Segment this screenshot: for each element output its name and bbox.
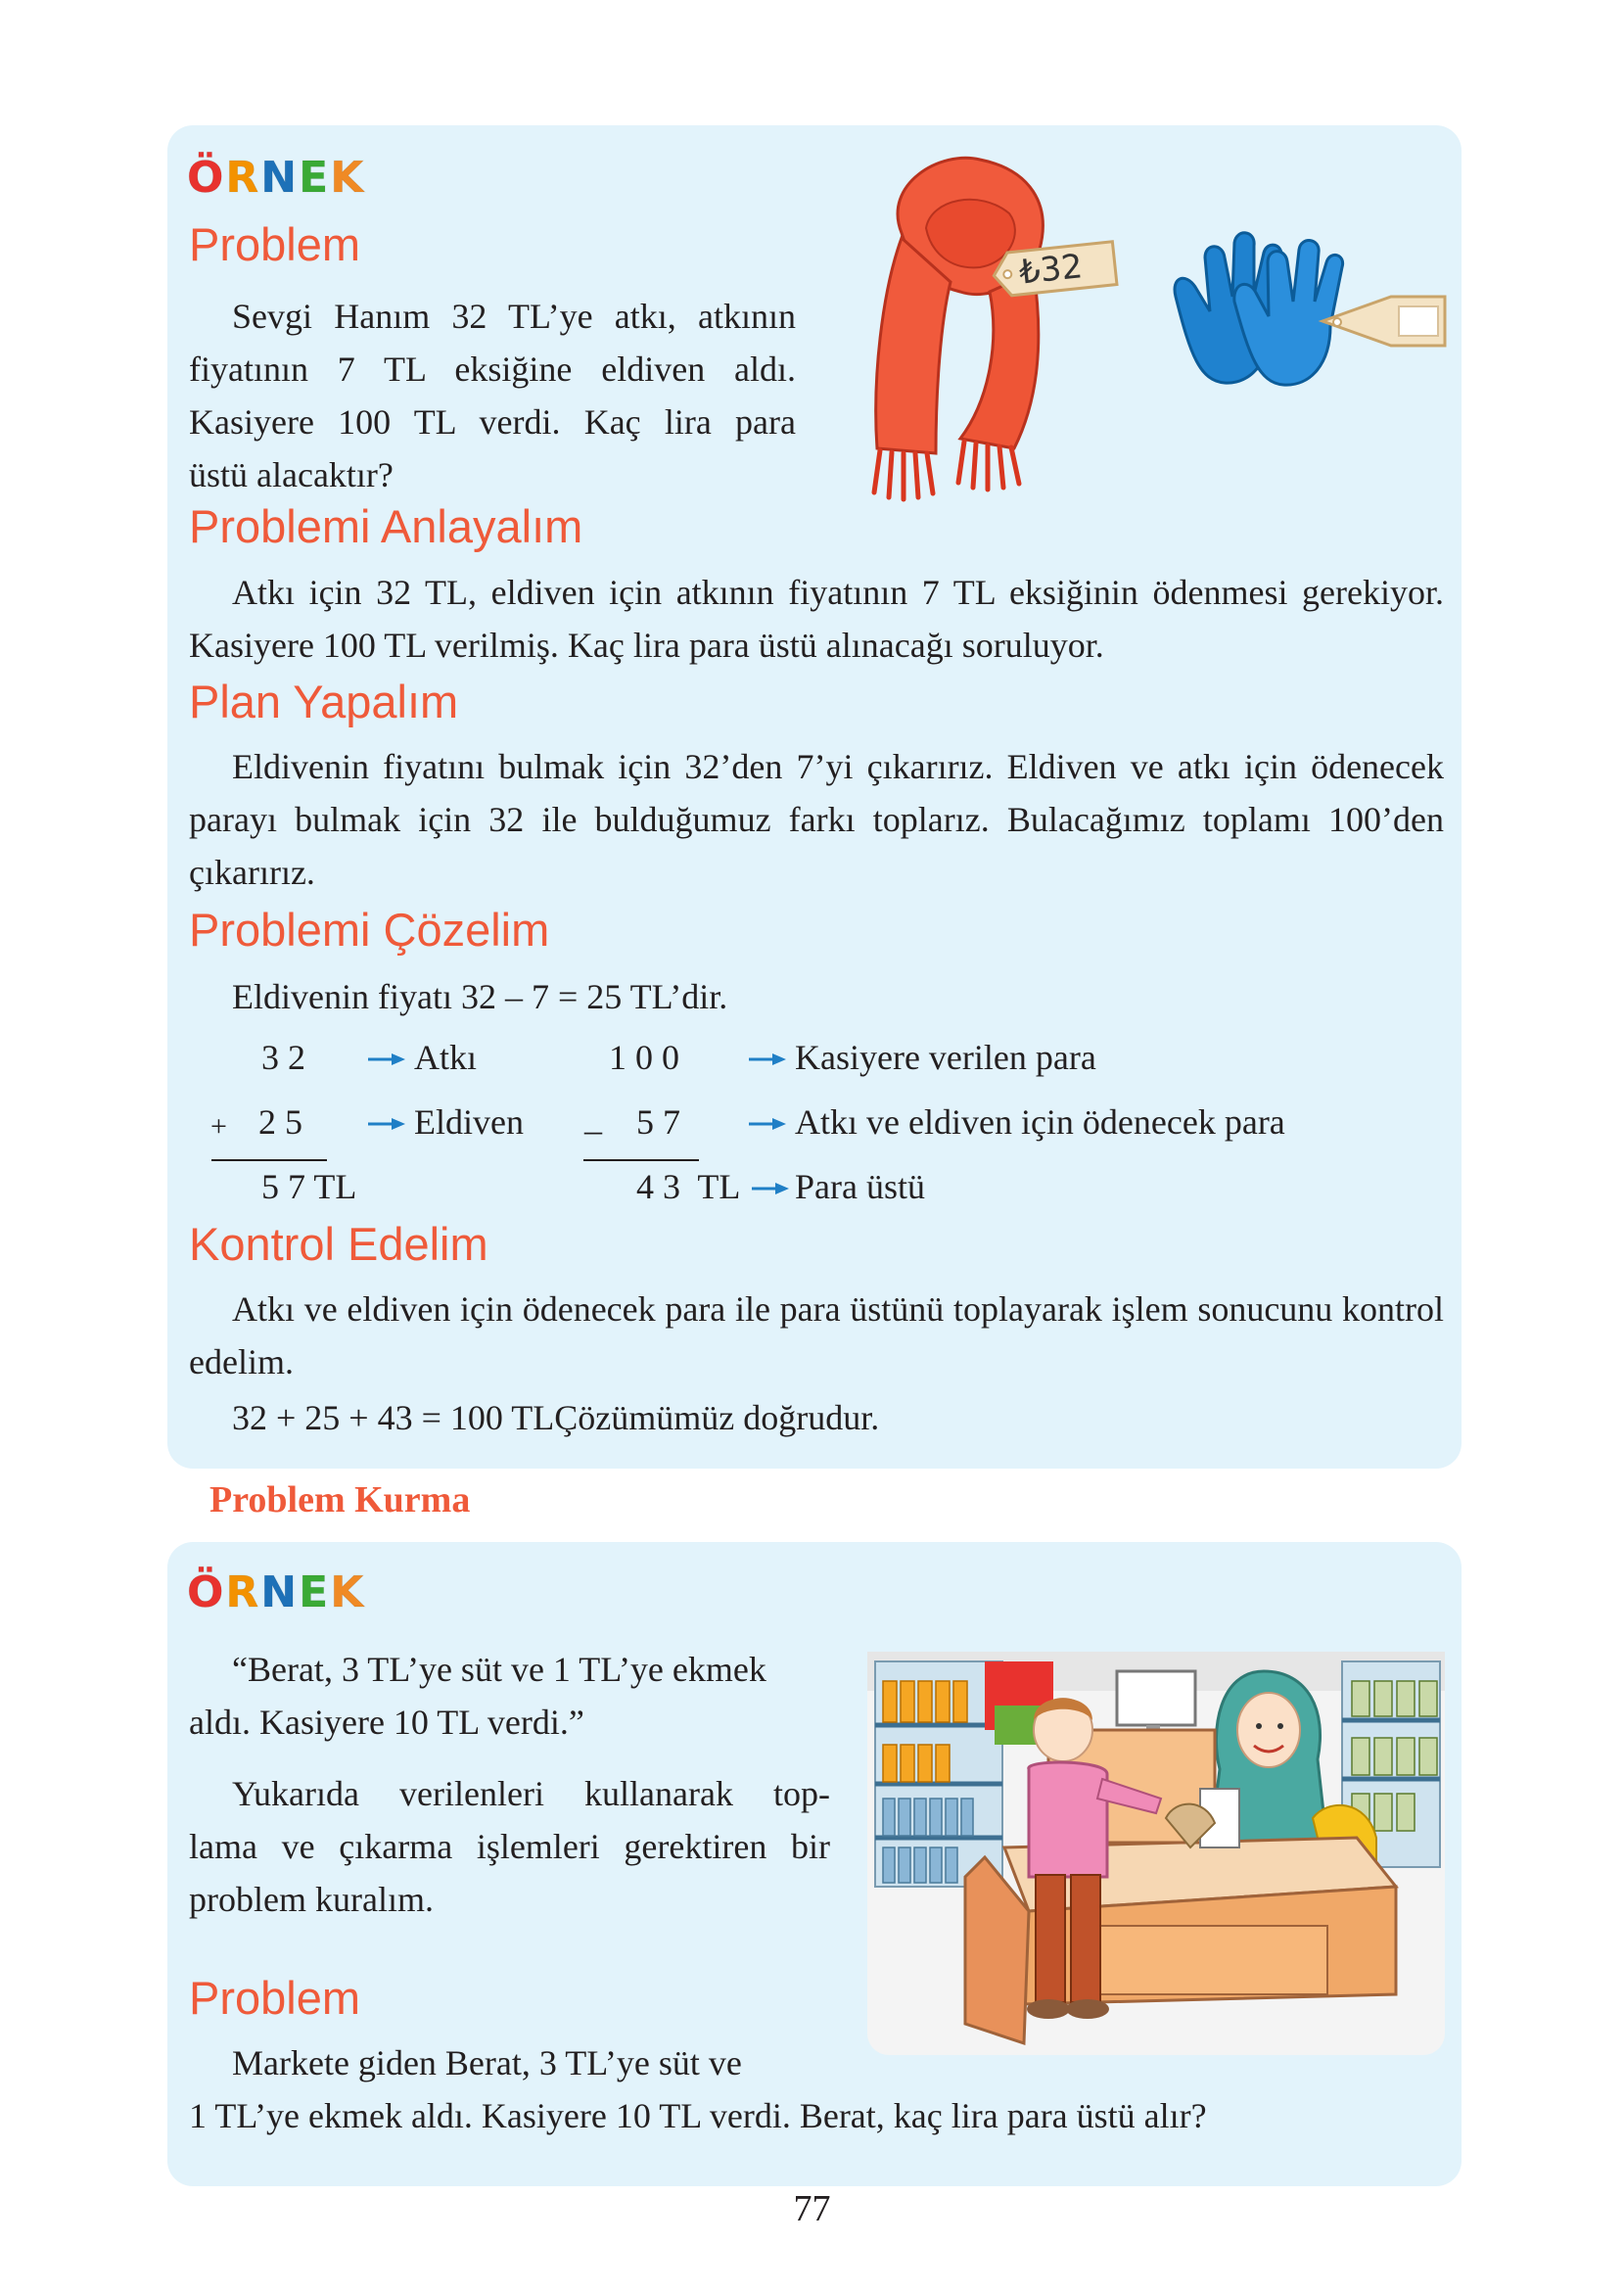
addition-result: 5 7 TL	[261, 1167, 357, 1206]
scarf-illustration	[843, 145, 1137, 517]
supermarket-illustration	[867, 1652, 1445, 2055]
arrow-icon	[749, 1117, 786, 1131]
ornek-label: ÖRNEK	[187, 153, 366, 203]
addition-row-2: 2 5	[258, 1102, 302, 1142]
ornek-label: ÖRNEK	[187, 1567, 366, 1617]
check-heading: Kontrol Edelim	[189, 1218, 488, 1270]
price-tag-text: ₺32	[1017, 247, 1085, 293]
understand-text: Atkı için 32 TL, eldiven için atkının fiyatının 7 TL eksiğinin ödenmesi gerekiyor. Kasiyere 100 TL verilmiş. Kaç lira para üstü alınacağı soruluyor.	[189, 573, 1444, 665]
arrow-icon	[368, 1052, 405, 1066]
solve-intro: Eldivenin fiyatı 32 – 7 = 25 TL’dir.	[232, 977, 728, 1016]
addition-rule	[211, 1159, 327, 1161]
arrow-icon	[752, 1182, 789, 1195]
plan-heading: Plan Yapalım	[189, 676, 459, 727]
check-equation: 32 + 25 + 43 = 100 TL	[232, 1398, 555, 1437]
instruction-text: Yukarıda verilenleri kullanarak top- lama ve çıkarma işlemleri gerektiren bir problem kuralım.	[189, 1774, 830, 1919]
problem-heading: Problem	[189, 218, 361, 270]
minus-sign: _	[584, 1099, 602, 1138]
addition-label-1: Atkı	[414, 1038, 478, 1077]
check-result: Çözümümüz doğrudur.	[554, 1398, 880, 1437]
arrow-icon	[368, 1117, 405, 1131]
subtraction-row-2: 5 7	[636, 1102, 680, 1142]
subtraction-label-2: Atkı ve eldiven için ödenecek para	[795, 1102, 1285, 1142]
subtraction-row-1: 1 0 0	[609, 1038, 679, 1077]
understand-heading: Problemi Anlayalım	[189, 500, 583, 552]
problem-heading: Problem	[189, 1972, 361, 2024]
section-title: Problem Kurma	[209, 1479, 471, 1520]
check-text: Atkı ve eldiven için ödenecek para ile para üstünü toplayarak işlem sonucunu kontrol edelim.	[189, 1289, 1444, 1381]
subtraction-label-1: Kasiyere verilen para	[795, 1038, 1096, 1077]
addition-row-1: 3 2	[261, 1038, 305, 1077]
example-box-2	[167, 1542, 1462, 2186]
check-equation-line	[232, 1400, 879, 1435]
plus-sign: +	[210, 1110, 227, 1143]
problem-text: Markete giden Berat, 3 TL’ye süt ve 1 TL’ye ekmek aldı. Kasiyere 10 TL verdi. Berat, kaç lira para üstü alır?	[189, 2043, 1207, 2135]
example-box-1	[167, 125, 1462, 1469]
solve-heading: Problemi Çözelim	[189, 904, 550, 956]
addition-label-2: Eldiven	[414, 1102, 524, 1142]
problem-text: Sevgi Hanım 32 TL’ye atkı, atkının fiyatının 7 TL eksiğine eldiven aldı. Kasiyere 100 TL verdi. Kaç lira para üstü alacaktır?	[189, 297, 796, 494]
subtraction-result: 4 3 TL	[636, 1167, 741, 1206]
subtraction-result-label: Para üstü	[795, 1167, 925, 1206]
page-number: 77	[793, 2188, 831, 2229]
subtraction-rule	[583, 1159, 699, 1161]
quote-text: “Berat, 3 TL’ye süt ve 1 TL’ye ekmek aldı. Kasiyere 10 TL verdi.”	[189, 1650, 766, 1742]
arrow-icon	[749, 1052, 786, 1066]
plan-text: Eldivenin fiyatını bulmak için 32’den 7’yi çıkarırız. Eldiven ve atkı için ödenecek parayı bulmak için 32 ile bulduğumuz farkı toplarız. Bulacağımız toplamı 100’den çıkarırız.	[189, 747, 1444, 892]
gloves-illustration	[1166, 228, 1460, 395]
